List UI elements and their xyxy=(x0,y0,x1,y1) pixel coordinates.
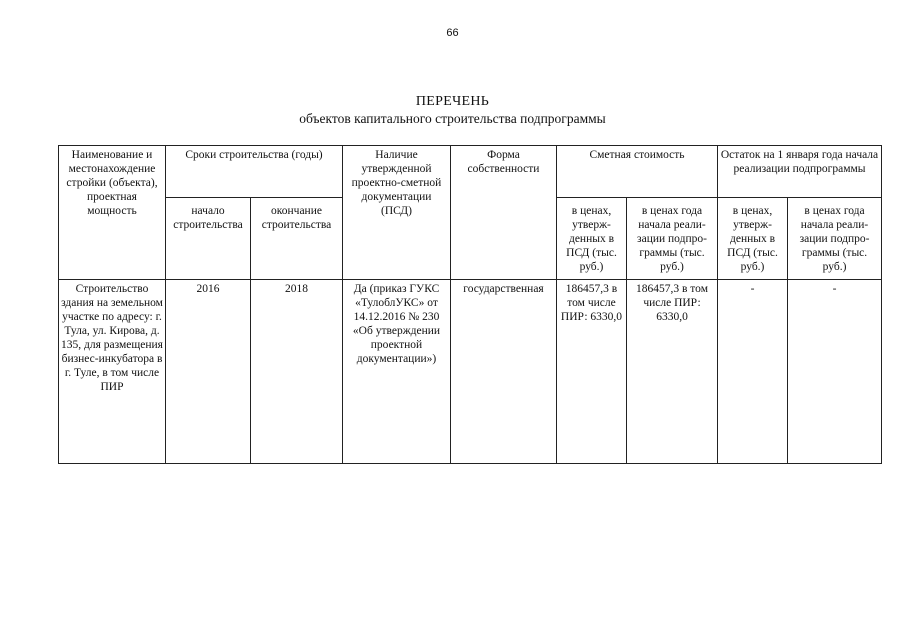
cell-estimate-psd: 186457,3 в том числе ПИР: 6330,0 xyxy=(557,280,627,464)
header-terms-end: окончание строительства xyxy=(251,198,343,280)
document-title: ПЕРЕЧЕНЬ xyxy=(415,94,490,109)
header-balance: Остаток на 1 января года начала реализации подпрограммы xyxy=(718,146,882,198)
page-number: 66 xyxy=(446,27,459,39)
cell-estimate-year: 186457,3 в том числе ПИР: 6330,0 xyxy=(627,280,718,464)
cell-balance-year: - xyxy=(788,280,882,464)
header-balance-psd: в ценах, утверж-денных в ПСД (тыс. руб.) xyxy=(718,198,788,280)
header-estimate: Сметная стоимость xyxy=(557,146,718,198)
header-name: Наименование и местонахождение стройки (объекта), проектная мощность xyxy=(59,146,166,280)
cell-object-name: Строительство здания на земельном участке по адресу: г. Тула, ул. Кирова, д. 135, для размещения бизнес-инкубатора в г. Туле, в том числе ПИР xyxy=(59,280,166,464)
header-row-1 xyxy=(59,146,882,198)
header-ownership: Форма собственности xyxy=(451,146,557,280)
cell-balance-psd: - xyxy=(718,280,788,464)
header-terms-start: начало строительства xyxy=(166,198,251,280)
document-subtitle: объектов капитального строительства подпрограммы xyxy=(299,111,606,126)
table-row xyxy=(59,280,882,464)
cell-end-year: 2018 xyxy=(251,280,343,464)
objects-table xyxy=(58,145,882,464)
cell-start-year: 2016 xyxy=(166,280,251,464)
header-terms: Сроки строительства (годы) xyxy=(166,146,343,198)
header-estimate-year: в ценах года начала реали-зации подпро-граммы (тыс. руб.) xyxy=(627,198,718,280)
header-estimate-psd: в ценах, утверж-денных в ПСД (тыс. руб.) xyxy=(557,198,627,280)
cell-ownership: государственная xyxy=(451,280,557,464)
cell-psd: Да (приказ ГУКС «ТулоблУКС» от 14.12.2016 № 230 «Об утверждении проектной документации») xyxy=(343,280,451,464)
header-psd: Наличие утвержденной проектно-сметной документации (ПСД) xyxy=(343,146,451,280)
header-balance-year: в ценах года начала реали-зации подпро-граммы (тыс. руб.) xyxy=(788,198,882,280)
